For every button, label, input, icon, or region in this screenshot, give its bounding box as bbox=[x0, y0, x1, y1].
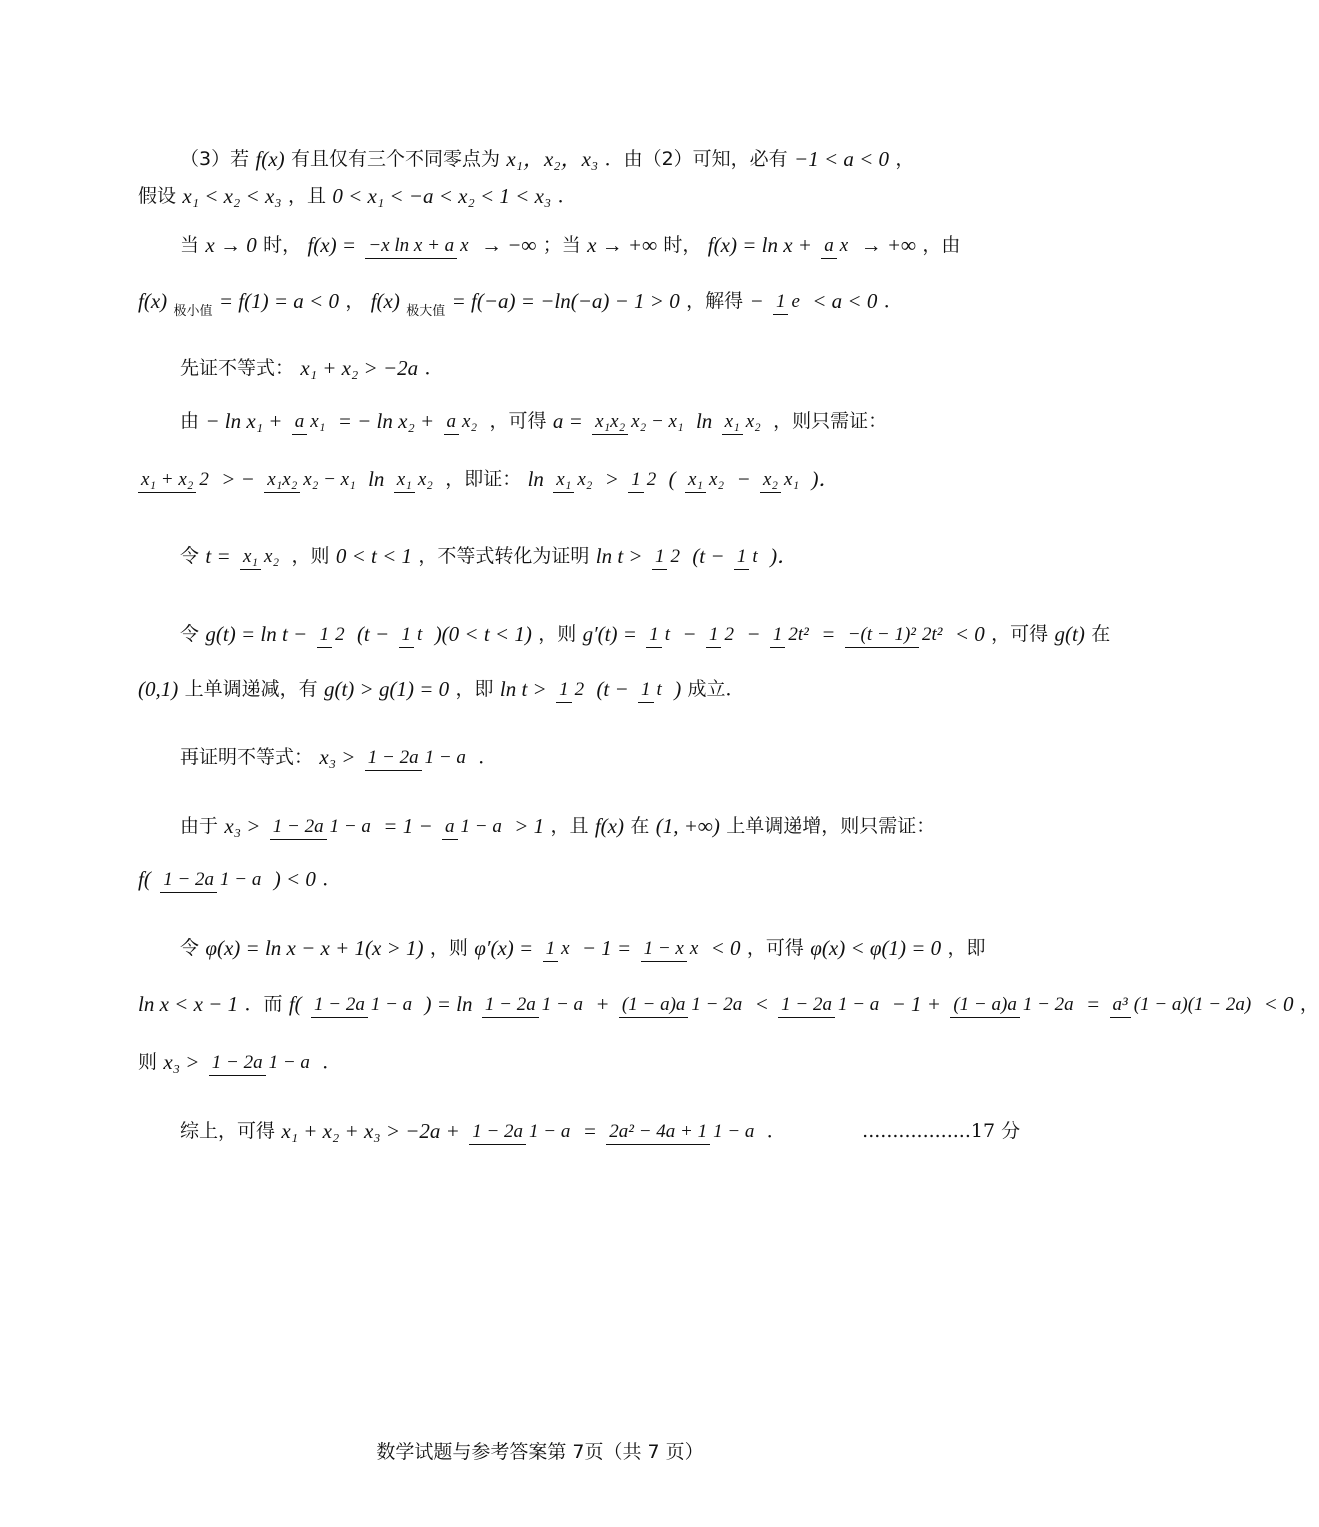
fraction: a x₂ bbox=[444, 412, 481, 432]
fraction: 2a² − 4a + 1 1 − a bbox=[606, 1122, 757, 1142]
fraction: x₁ x₂ bbox=[240, 547, 282, 567]
line-3: 当 x → 0 时， f(x) = −x ln x + a x → −∞ ；当 x → +∞ 时， f(x) = ln x + a x → +∞ ，由 bbox=[180, 233, 961, 257]
fraction: 1 2 bbox=[628, 470, 659, 490]
fraction: a³ (1 − a)(1 − 2a) bbox=[1110, 995, 1255, 1015]
fraction: a 1 − a bbox=[442, 817, 505, 837]
line-1: （3）若 f(x) 有且仅有三个不同零点为 x₁，x₂，x₃ ．由（2）可知，必有 −1 < a < 0 ， bbox=[180, 147, 915, 171]
fraction: 1 − 2a 1 − a bbox=[311, 995, 415, 1015]
line-6: 由 − ln x₁ + a x₁ = − ln x₂ + a x₂ ，可得 a = x₁x₂ x₂ − x₁ ln x₁ x₂ ，则只需证： bbox=[180, 409, 888, 433]
fraction: −(t − 1)² 2t² bbox=[845, 625, 946, 645]
line-13: f( 1 − 2a 1 − a ) < 0 ． bbox=[138, 867, 342, 891]
page-footer: 数学试题与参考答案第 7页（共 7 页） bbox=[376, 1441, 704, 1463]
line-8: 令 t = x₁ x₂ ，则 0 < t < 1 ，不等式转化为证明 ln t > 1 2 (t − 1 t )． bbox=[180, 544, 799, 568]
fraction: 1 t bbox=[646, 625, 673, 645]
fraction: x₁x₂ x₂ − x₁ bbox=[264, 470, 358, 490]
fraction: 1 t bbox=[734, 547, 761, 567]
fraction: 1 2 bbox=[706, 625, 737, 645]
fraction: 1 − 2a 1 − a bbox=[270, 817, 374, 837]
line-7: x₁ + x₂ 2 > − x₁x₂ x₂ − x₁ ln x₁ x₂ ，即证： ln x₁ x₂ > 1 2 ( x₁ x₂ − x₂ x₁ )． bbox=[0, 468, 1080, 490]
line-14: 令 φ(x) = ln x − x + 1(x > 1) ，则 φ′(x) = 1 x − 1 = 1 − x x < 0 ，可得 φ(x) < φ(1) = 0 ，即 bbox=[180, 936, 986, 960]
score-label: ..................17 分 bbox=[862, 1120, 1021, 1142]
line-17: 综上，可得 x₁ + x₂ + x₃ > −2a + 1 − 2a 1 − a = 2a² − 4a + 1 1 − a ． ..................17 分 bbox=[180, 1119, 1021, 1143]
fraction: 1 − 2a 1 − a bbox=[209, 1053, 313, 1073]
fraction: x₁ + x₂ 2 bbox=[138, 470, 212, 490]
line-2: 假设 x₁ < x₂ < x₃ ，且 0 < x₁ < −a < x₂ < 1 < x₃ ． bbox=[138, 184, 577, 208]
fraction: a x bbox=[821, 236, 851, 256]
line-4: f(x) 极小值 = f(1) = a < 0 ， f(x) 极大值 = f(−a) = −ln(−a) − 1 > 0 ，解得 − 1 e < a < 0 ． bbox=[138, 289, 903, 319]
fraction: (1 − a)a 1 − 2a bbox=[950, 995, 1076, 1015]
line-10: (0,1) 上单调递减，有 g(t) > g(1) = 0 ，即 ln t > 1 2 (t − 1 t ) 成立． bbox=[138, 677, 745, 701]
fraction: 1 − 2a 1 − a bbox=[160, 870, 264, 890]
fraction: x₁ x₂ bbox=[685, 470, 727, 490]
fraction: 1 2 bbox=[556, 680, 587, 700]
fraction: 1 e bbox=[773, 292, 803, 312]
fraction: 1 − 2a 1 − a bbox=[469, 1122, 573, 1142]
line-16: 则 x₃ > 1 − 2a 1 − a ． bbox=[138, 1050, 342, 1074]
line-5: 先证不等式： x₁ + x₂ > −2a ． bbox=[180, 356, 444, 380]
fraction: 1 x bbox=[543, 939, 573, 959]
fraction: x₁x₂ x₂ − x₁ bbox=[592, 412, 686, 432]
fraction: 1 t bbox=[638, 680, 665, 700]
fraction: x₁ x₂ bbox=[394, 470, 436, 490]
fraction: 1 2 bbox=[652, 547, 683, 567]
fraction: 1 t bbox=[399, 625, 426, 645]
fraction: −x ln x + a x bbox=[365, 236, 471, 256]
fraction: 1 − x x bbox=[641, 939, 702, 959]
line-9: 令 g(t) = ln t − 1 2 (t − 1 t )(0 < t < 1) ，则 g′(t) = 1 t − 1 2 − 1 2t² = −(t − 1)² 2t² < 0 ，可得 g(t) 在 bbox=[180, 622, 1111, 646]
fraction: a x₁ bbox=[292, 412, 329, 432]
line-12: 由于 x₃ > 1 − 2a 1 − a = 1 − a 1 − a > 1 ，且 f(x) 在 (1, +∞) 上单调递增，则只需证： bbox=[180, 814, 936, 838]
fraction: 1 2 bbox=[317, 625, 348, 645]
fraction: 1 − 2a 1 − a bbox=[482, 995, 586, 1015]
fraction: x₁ x₂ bbox=[722, 412, 764, 432]
line-11: 再证明不等式： x₃ > 1 − 2a 1 − a ． bbox=[180, 745, 498, 769]
fraction: (1 − a)a 1 − 2a bbox=[619, 995, 745, 1015]
fraction: x₂ x₁ bbox=[760, 470, 802, 490]
fraction: 1 2t² bbox=[770, 625, 812, 645]
line-15: ln x < x − 1 ．而 f( 1 − 2a 1 − a ) = ln 1 − 2a 1 − a + (1 − a)a 1 − 2a < 1 − 2a 1 − a − 1 + (1 − a)a 1 − 2a = a³ (1 − a)(1 − 2a) < 0 ， bbox=[138, 992, 1319, 1016]
fraction: 1 − 2a 1 − a bbox=[778, 995, 882, 1015]
fraction: 1 − 2a 1 − a bbox=[365, 748, 469, 768]
fraction: x₁ x₂ bbox=[553, 470, 595, 490]
